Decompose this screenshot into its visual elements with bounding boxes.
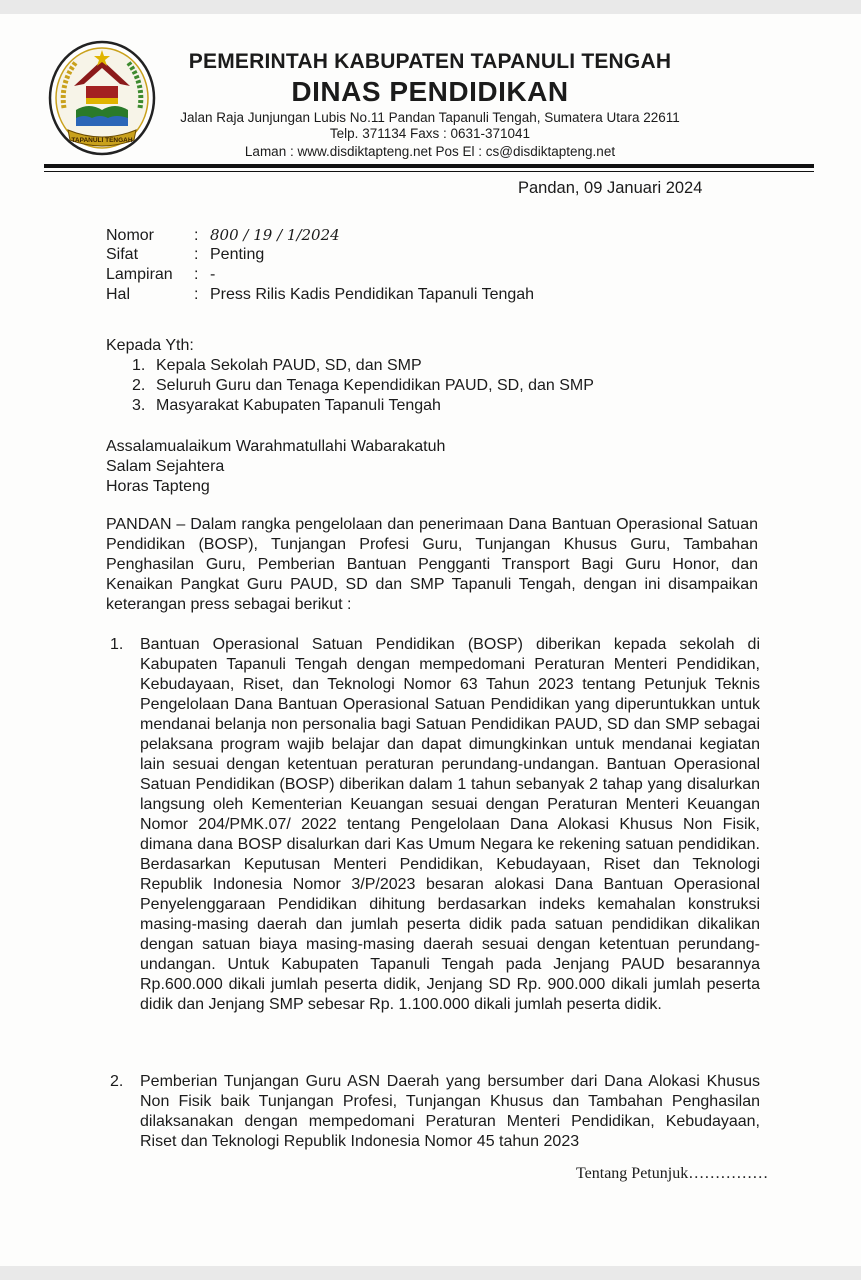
meta-sifat: Sifat : Penting: [106, 246, 265, 263]
letter-meta: [106, 225, 534, 305]
department-name: DINAS PENDIDIKAN: [291, 76, 569, 107]
meta-lampiran: Lampiran : -: [106, 266, 216, 283]
letter-date: Pandan, 09 Januari 2024: [518, 179, 703, 197]
meta-value: Press Rilis Kadis Pendidikan Tapanuli Tengah: [210, 286, 535, 303]
page-continuation-note: Tentang Petunjuk……………: [576, 1165, 769, 1182]
greeting-line: Salam Sejahtera: [106, 458, 225, 475]
meta-label: Hal: [106, 286, 131, 303]
recipients-block: [106, 336, 594, 416]
intro-paragraph: PANDAN – Dalam rangka pengelolaan dan penerimaan Dana Bantuan Operasional Satuan Pendidikan (BOSP), Tunjangan Profesi Guru, Tunjangan Khusus Guru, Tambahan Penghasilan Guru, Pemberian Bantuan Pengganti Transport Bagi Guru Honor, dan Kenaikan Pangkat Guru PAUD, SD dan SMP Tapanuli Tengah, dengan ini disampaikan keterangan press sebagai berikut :: [106, 516, 758, 613]
point-paragraph: Bantuan Operasional Satuan Pendidikan (BOSP) diberikan kepada sekolah di Kabupaten Tapanuli Tengah dengan mempedomani Peraturan Menteri Pendidikan, Kebudayaan, Riset, dan Teknologi Nomor 63 Tahun 2023 tentang Petunjuk Teknis Pengelolaan Dana Bantuan Operasional Satuan Pendidikan yang diperuntukkan untuk mendanai belanja non personalia bagi Satuan Pendidikan PAUD, SD dan SMP sebagai pelaksana program wajib belajar dan dapat dimungkinkan untuk mendanai kegiatan lain sesuai dengan ketentuan peraturan perundang-undangan. Bantuan Operasional Satuan Pendidikan (BOSP) diberikan dalam 1 tahun sebanyak 2 tahap yang disalurkan langsung oleh Kementerian Keuangan sesuai dengan Peraturan Menteri Keuangan Nomor 204/PMK.07/ 2022 tentang Pengelolaan Dana Alokasi Khusus Non Fisik, dimana dana BOSP disalurkan dari Kas Umum Negara ke rekening satuan pendidikan. Berdasarkan Keputusan Menteri Pendidikan, Kebudayaan, Riset dan Teknologi Republik Indonesia Nomor 3/P/2023 besaran alokasi Dana Bantuan Operasional Penyelenggaraan Pendidikan dihitung berdasarkan indeks kemahalan konstruksi masing-masing daerah dan jumlah peserta didik pada satuan pendidikan dikalikan dengan satuan biaya masing-masing daerah sesuai dengan ketentuan perundang-undangan. Untuk Kabupaten Tapanuli Tengah pada Jenjang PAUD besarannya Rp.600.000 dikali jumlah peserta didik, Jenjang SD Rp. 900.000 dikali jumlah peserta didik dan Jenjang SMP sebesar Rp. 1.100.000 dikali jumlah peserta didik.: [140, 636, 760, 1013]
recipient-item: 3. Masyarakat Kabupaten Tapanuli Tengah: [132, 397, 441, 414]
meta-nomor: Nomor : 800 / 19 / 1/2024: [106, 226, 340, 244]
logo-ribbon-text: TAPANULI TENGAH: [71, 137, 133, 144]
meta-label: Sifat: [106, 246, 139, 263]
address-line: Jalan Raja Junjungan Lubis No.11 Pandan Tapanuli Tengah, Sumatera Utara 22611: [180, 110, 680, 125]
recipients-heading: Kepada Yth:: [106, 337, 194, 354]
meta-label: Nomor: [106, 227, 155, 244]
point-number: 1.: [110, 636, 124, 653]
meta-hal: Hal : Press Rilis Kadis Pendidikan Tapanuli Tengah: [106, 286, 535, 303]
greeting-line: Assalamualaikum Warahmatullahi Wabarakatuh: [106, 438, 446, 455]
meta-value: 800 / 19 / 1/2024: [210, 226, 340, 244]
greeting-line: Horas Tapteng: [106, 478, 210, 495]
letterhead-divider-thin: [44, 171, 814, 172]
letterhead-divider-thick: [44, 164, 814, 168]
point-number: 2.: [110, 1073, 124, 1090]
letter-page: [0, 14, 861, 1266]
organization-name: PEMERINTAH KABUPATEN TAPANULI TENGAH: [188, 50, 672, 73]
meta-value: -: [210, 266, 216, 283]
recipient-item: 2. Seluruh Guru dan Tenaga Kependidikan PAUD, SD, dan SMP: [132, 377, 594, 394]
meta-value: Penting: [210, 246, 265, 263]
recipient-item: 1. Kepala Sekolah PAUD, SD, dan SMP: [132, 357, 422, 374]
greetings-block: [106, 437, 445, 497]
phone-line: Telp. 371134 Faxs : 0631-371041: [329, 126, 531, 141]
point-paragraph: Pemberian Tunjangan Guru ASN Daerah yang bersumber dari Dana Alokasi Khusus Non Fisik baik Tunjangan Profesi, Tunjangan Khusus dan Tambahan Penghasilan dilaksanakan dengan mempedomani Peraturan Menteri Pendidikan, Kebudayaan, Riset dan Teknologi Republik Indonesia Nomor 45 tahun 2023: [140, 1073, 760, 1150]
regency-emblem-logo: [46, 38, 158, 158]
meta-label: Lampiran: [106, 266, 173, 283]
website-email-line: Laman : www.disdiktapteng.net Pos El : cs@disdiktapteng.net: [244, 144, 616, 159]
